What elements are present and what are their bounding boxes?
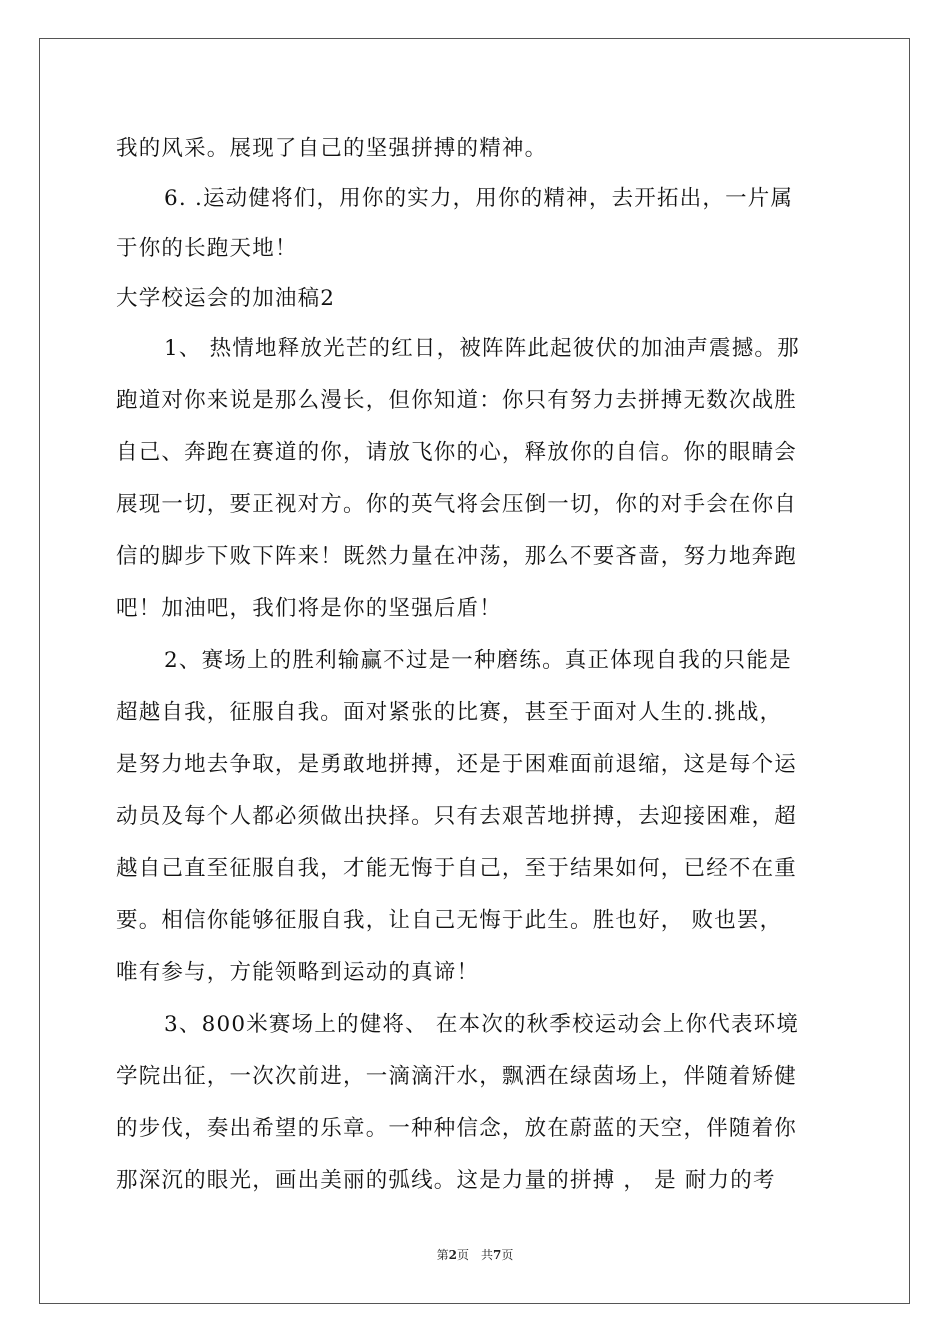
text-line: 那深沉的眼光，画出美丽的弧线。这是力量的拼搏 ， 是 耐力的考 — [116, 1168, 776, 1193]
text-line: 吧！加油吧，我们将是你的坚强后盾！ — [116, 596, 502, 621]
text-line: 的步伐，奏出希望的乐章。一种种信念，放在蔚蓝的天空，伴随着你 — [116, 1116, 798, 1141]
footer-suffix: 页 — [501, 1248, 514, 1262]
text-line: 唯有参与，方能领略到运动的真谛！ — [116, 960, 480, 985]
text-line: 2、赛场上的胜利输赢不过是一种磨练。真正体现自我的只能是 — [164, 648, 792, 673]
page-footer — [0, 1246, 950, 1263]
text-line: 于你的长跑天地！ — [116, 236, 298, 261]
text-line: 动员及每个人都必须做出抉择。只有去艰苦地拼搏，去迎接困难，超 — [116, 804, 798, 829]
current-page-number: 2 — [448, 1248, 457, 1262]
text-line: 跑道对你来说是那么漫长，但你知道：你只有努力去拼搏无数次战胜 — [116, 388, 798, 413]
text-line: 学院出征，一次次前进，一滴滴汗水，飘洒在绿茵场上，伴随着矫健 — [116, 1064, 798, 1089]
text-line: 6. .运动健将们，用你的实力，用你的精神，去开拓出，一片属 — [164, 186, 794, 211]
text-line: 1、 热情地释放光芒的红日，被阵阵此起彼伏的加油声震撼。那 — [164, 336, 800, 361]
section-heading: 大学校运会的加油稿2 — [116, 286, 336, 311]
text-line: 要。相信你能够征服自我，让自己无悔于此生。胜也好， 败也罢， — [116, 908, 783, 933]
text-line: 展现一切，要正视对方。你的英气将会压倒一切，你的对手会在你自 — [116, 492, 798, 517]
footer-mid: 页 共 — [456, 1248, 493, 1262]
text-line: 是努力地去争取，是勇敢地拼搏，还是于困难面前退缩，这是每个运 — [116, 752, 798, 777]
text-line: 我的风采。展现了自己的坚强拼搏的精神。 — [116, 136, 548, 161]
text-line: 3、800米赛场上的健将、 在本次的秋季校运动会上你代表环境 — [164, 1012, 800, 1037]
text-line: 超越自我，征服自我。面对紧张的比赛，甚至于面对人生的.挑战， — [116, 700, 783, 725]
text-line: 自己、奔跑在赛道的你，请放飞你的心，释放你的自信。你的眼睛会 — [116, 440, 798, 465]
text-line: 信的脚步下败下阵来！既然力量在冲荡，那么不要吝啬，努力地奔跑 — [116, 544, 798, 569]
footer-prefix: 第 — [436, 1248, 449, 1262]
text-line: 越自己直至征服自我，才能无悔于自己，至于结果如何，已经不在重 — [116, 856, 798, 881]
total-page-number: 7 — [493, 1248, 502, 1262]
